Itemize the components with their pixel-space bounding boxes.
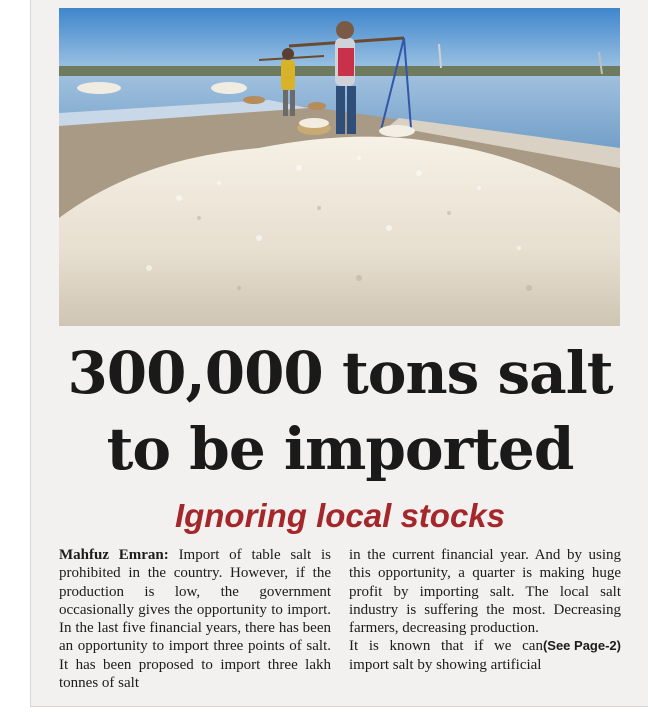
body-text-left: Import of table salt is prohibited in the country. However, if the production is low, the government occasionally gives the opportunity to import. In the last five financial years, there has been an opportunity to import three points of salt. It has been proposed to import three lakh tonnes of salt: [59, 547, 331, 692]
continued-on-page-link[interactable]: (See Page-2): [542, 638, 621, 654]
article-paragraph: [59, 546, 331, 692]
salt-field-illustration: [59, 8, 620, 326]
byline: Mahfuz Emran:: [59, 547, 169, 563]
subheadline: Ignoring local stocks: [174, 497, 506, 534]
article-paragraph-2: [349, 637, 621, 674]
salt-field-photo: [59, 8, 620, 326]
newspaper-page: [30, 0, 648, 707]
article-column-right: [349, 546, 621, 694]
headline-line-2: to be imported: [106, 415, 574, 483]
body-text-right-1: in the current financial year. And by using this opportunity, a quarter is making huge profit by importing salt. The local salt industry is suffering the most. Decreasing farmers, decreasing production.: [349, 547, 621, 637]
article-column-left: [59, 546, 331, 694]
body-text-right-2: It is known that if we can import salt by showing artificial: [349, 638, 543, 673]
headline-line-1: 300,000 tons salt: [67, 339, 613, 407]
